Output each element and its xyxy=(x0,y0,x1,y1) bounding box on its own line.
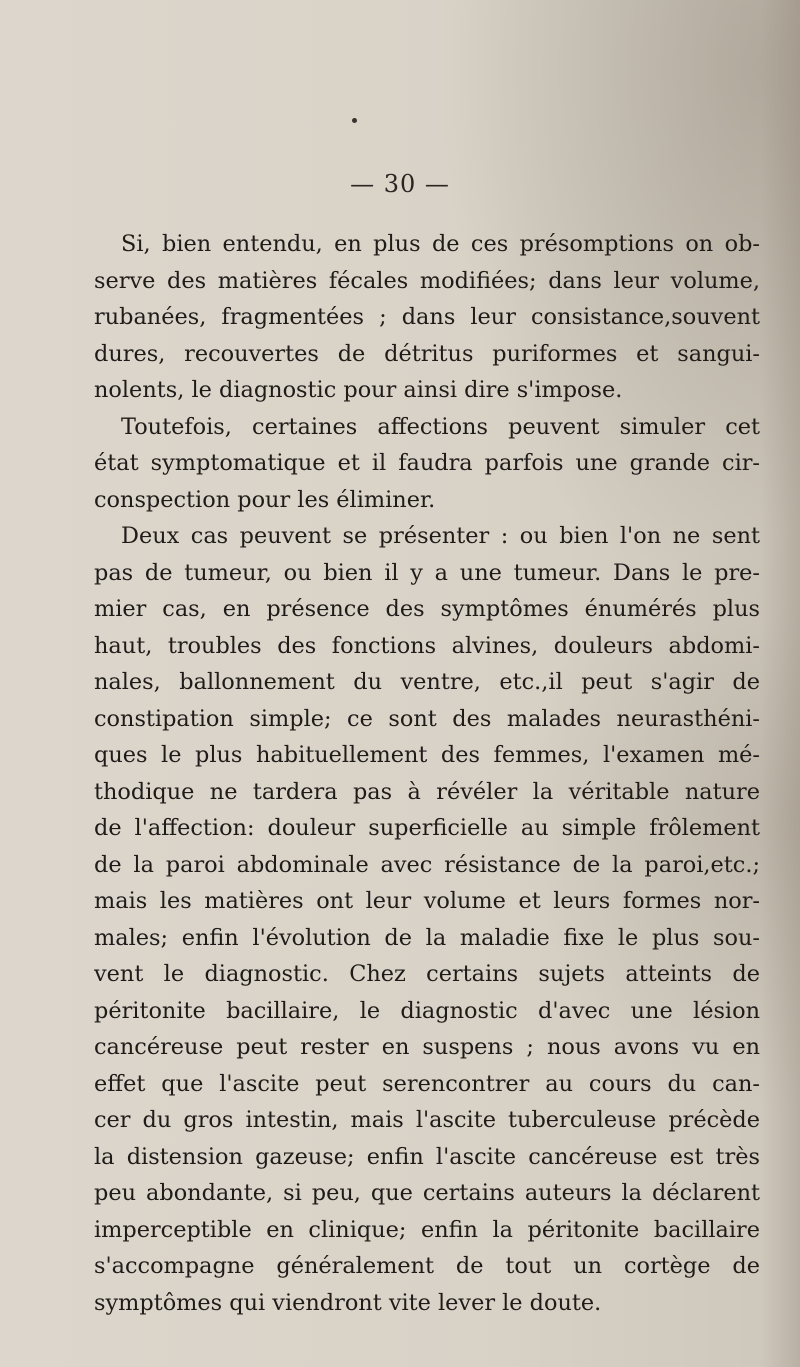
ink-speck xyxy=(352,118,357,123)
text-line: vent le diagnostic. Chez certains sujets atteints de xyxy=(94,961,760,987)
text-line: rubanées, fragmentées ; dans leur consistance,souvent xyxy=(94,304,760,330)
text-line: nolents, le diagnostic pour ainsi dire s'impose. xyxy=(94,377,623,403)
page-number: — 30 — xyxy=(350,170,450,198)
body-text xyxy=(94,226,760,1321)
text-line: constipation simple; ce sont des malades neurasthéni- xyxy=(94,705,760,732)
text-line: Deux cas peuvent se présenter : ou bien l'on ne sent xyxy=(121,523,760,549)
text-line: péritonite bacillaire, le diagnostic d'avec une lésion xyxy=(94,997,760,1024)
text-line: symptômes qui viendront vite lever le doute. xyxy=(94,1289,602,1316)
text-line: imperceptible en clinique; enfin la péritonite bacillaire xyxy=(94,1216,760,1243)
text-line: conspection pour les éliminer. xyxy=(94,486,436,513)
text-line: ques le plus habituellement des femmes, l'examen mé- xyxy=(94,742,760,768)
text-line: Toutefois, certaines affections peuvent simuler cet xyxy=(121,413,760,440)
text-line: serve des matières fécales modifiées; dans leur volume, xyxy=(94,267,760,294)
text-line: peu abondante, si peu, que certains auteurs la déclarent xyxy=(94,1180,760,1206)
text-line: dures, recouvertes de détritus puriformes et sangui- xyxy=(94,340,760,367)
text-line: Si, bien entendu, en plus de ces présomptions on ob- xyxy=(121,231,760,257)
text-line: haut, troubles des fonctions alvines, douleurs abdomi- xyxy=(94,632,760,659)
text-line: de l'affection: douleur superficielle au simple frôlement xyxy=(94,815,760,841)
text-line: pas de tumeur, ou bien il y a une tumeur. Dans le pre- xyxy=(94,559,760,586)
text-line: males; enfin l'évolution de la maladie fixe le plus sou- xyxy=(94,924,760,951)
text-line: cer du gros intestin, mais l'ascite tuberculeuse précède xyxy=(94,1107,760,1133)
text-line: état symptomatique et il faudra parfois une grande cir- xyxy=(94,450,760,476)
text-line: nales, ballonnement du ventre, etc.,il peut s'agir de xyxy=(94,669,760,695)
text-line: de la paroi abdominale avec résistance de la paroi,etc.; xyxy=(94,851,760,878)
text-line: effet que l'ascite peut serencontrer au cours du can- xyxy=(94,1070,760,1097)
text-line: thodique ne tardera pas à révéler la véritable nature xyxy=(94,778,760,805)
text-line: s'accompagne généralement de tout un cortège de xyxy=(94,1253,760,1279)
text-line: mais les matières ont leur volume et leurs formes nor- xyxy=(94,888,760,914)
text-line: mier cas, en présence des symptômes énumérés plus xyxy=(94,596,760,622)
text-line: la distension gazeuse; enfin l'ascite cancéreuse est très xyxy=(94,1143,760,1170)
text-line: cancéreuse peut rester en suspens ; nous avons vu en xyxy=(94,1034,760,1060)
